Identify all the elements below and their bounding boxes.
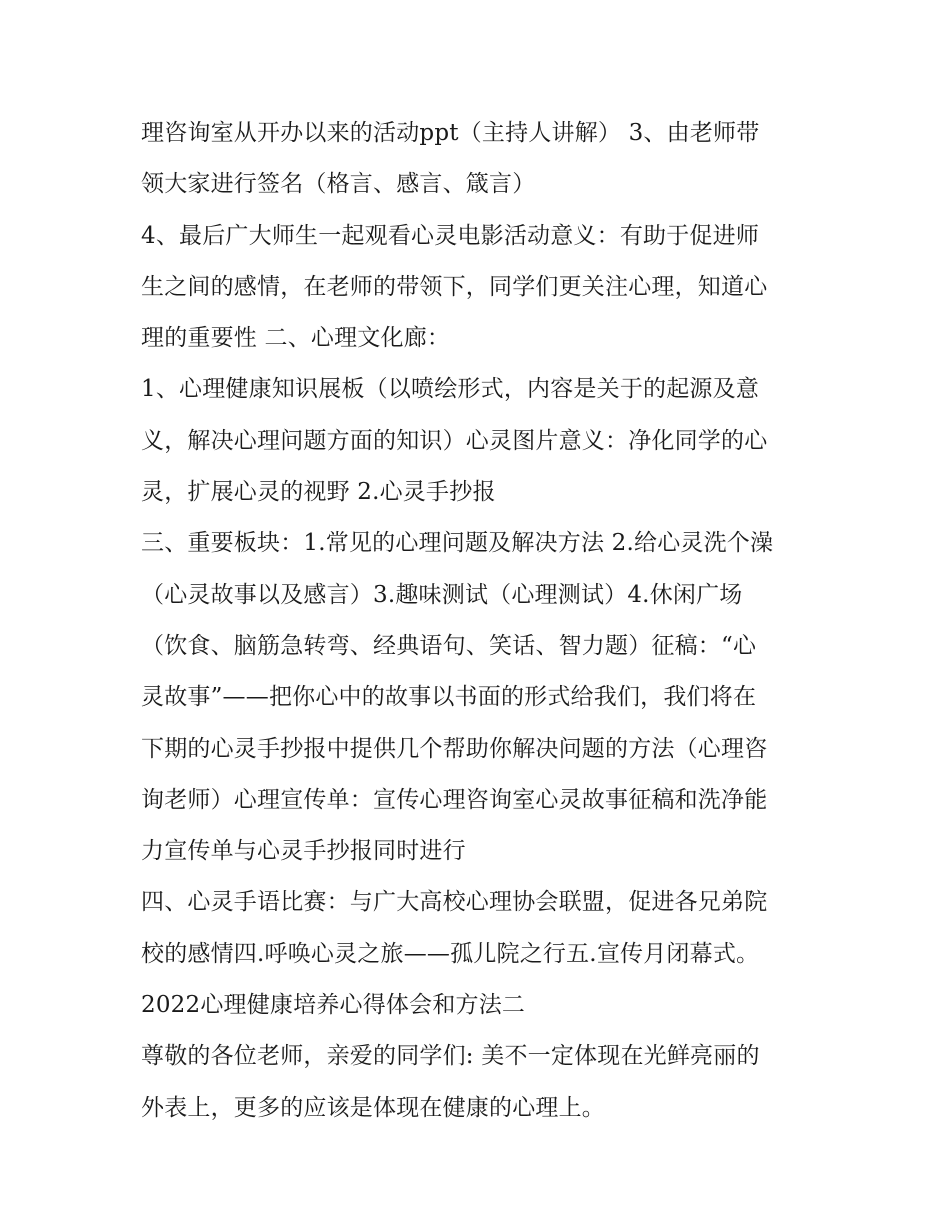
text-line: 三、重要板块：1.常见的心理问题及解决方法 2.给心灵洗个澡 [141, 530, 774, 557]
text-line: （饮食、脑筋急转弯、经典语句、笑话、智力题）征稿：“心 [141, 632, 757, 659]
section-heading: 2022心理健康培养心得体会和方法二 [141, 992, 526, 1019]
text-line: 力宣传单与心灵手抄报同时进行 [141, 838, 466, 865]
text-line: 理咨询室从开办以来的活动ppt（主持人讲解） 3、由老师带 [141, 120, 760, 146]
text-line: 理的重要性 二、心理文化廊： [141, 325, 451, 352]
text-line: 4、最后广大师生一起观看心灵电影活动意义：有助于促进师 [141, 222, 760, 249]
text-line: 四、心灵手语比赛：与广大高校心理协会联盟，促进各兄弟院 [141, 889, 768, 916]
text-line: 1、心理健康知识展板（以喷绘形式，内容是关于的起源及意 [141, 376, 760, 403]
text-line: 灵故事”——把你心中的故事以书面的形式给我们，我们将在 [141, 684, 757, 711]
document-body [141, 108, 821, 1134]
text-line: 生之间的感情，在老师的带领下，同学们更关注心理，知道心 [141, 273, 768, 300]
text-line: （心灵故事以及感言）3.趣味测试（心理测试）4.休闲广场 [141, 581, 743, 608]
text-line: 领大家进行签名（格言、感言、箴言） [141, 171, 536, 198]
text-line: 义，解决心理问题方面的知识）心灵图片意义：净化同学的心 [141, 427, 768, 454]
text-line: 下期的心灵手抄报中提供几个帮助你解决问题的方法（心理咨 [141, 735, 768, 762]
text-line: 尊敬的各位老师，亲爱的同学们: 美不一定体现在光鲜亮丽的 [141, 1043, 760, 1070]
text-line: 询老师）心理宣传单：宣传心理咨询室心灵故事征稿和洗净能 [141, 786, 768, 813]
text-line: 校的感情四.呼唤心灵之旅——孤儿院之行五.宣传月闭幕式。 [141, 940, 760, 967]
text-line: 外表上，更多的应该是体现在健康的心理上。 [141, 1094, 605, 1121]
text-line: 灵，扩展心灵的视野 2.心灵手抄报 [141, 479, 496, 506]
